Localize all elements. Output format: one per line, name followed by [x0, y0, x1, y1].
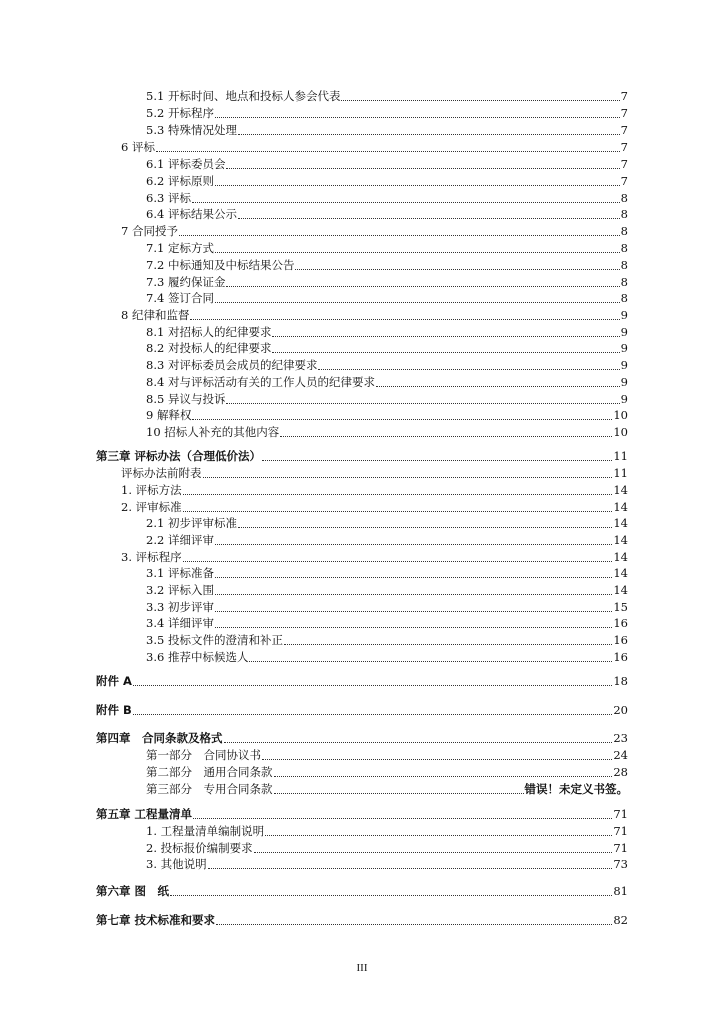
toc-entry-page: 81: [613, 884, 628, 898]
dot-leader: [190, 319, 619, 320]
toc-entry-title: 附件 B: [96, 703, 132, 717]
toc-entry-page: 8: [620, 224, 628, 238]
toc-entry-page: 9: [620, 392, 628, 406]
toc-entry[interactable]: [146, 516, 628, 530]
toc-chapter[interactable]: [96, 731, 628, 745]
dot-leader: [183, 561, 613, 562]
toc-entry-title: 2.1 初步评审标准: [146, 516, 237, 530]
toc-entry-page: 10: [613, 408, 628, 422]
toc-entry-title: 第四章 合同条款及格式: [96, 731, 223, 745]
toc-entry-page: 8: [620, 241, 628, 255]
toc-entry-page: 7: [620, 89, 628, 103]
dot-leader: [215, 252, 620, 253]
dot-leader: [156, 151, 620, 152]
toc-chapter[interactable]: [96, 884, 628, 898]
dot-leader: [280, 436, 612, 437]
toc-entry-title: 8.2 对投标人的纪律要求: [146, 341, 272, 355]
toc-entry[interactable]: [146, 207, 628, 221]
toc-entry-page: 73: [613, 857, 628, 871]
toc-entry-title: 8 纪律和监督: [121, 308, 190, 322]
toc-entry-page: 14: [613, 566, 628, 580]
toc-entry[interactable]: [146, 408, 628, 422]
toc-entry-page: 7: [620, 157, 628, 171]
dot-leader: [265, 835, 612, 836]
toc-entry-page: 16: [613, 633, 628, 647]
toc-entry[interactable]: [146, 824, 628, 838]
dot-leader: [274, 793, 524, 794]
toc-entry-page: 8: [620, 191, 628, 205]
toc-entry-title: 6.3 评标: [146, 191, 191, 205]
dot-leader: [133, 714, 613, 715]
toc-entry-title: 1. 评标方法: [121, 483, 182, 497]
toc-entry[interactable]: [146, 583, 628, 597]
toc-entry-title: 6.2 评标原则: [146, 174, 214, 188]
toc-entry-page: 16: [613, 650, 628, 664]
toc-entry[interactable]: [146, 765, 628, 779]
dot-leader: [215, 611, 612, 612]
bookmark-error-text: 错误！未定义书签。: [524, 782, 628, 796]
toc-entry-title: 7.4 签订合同: [146, 291, 214, 305]
toc-entry[interactable]: [146, 600, 628, 614]
toc-entry-page: 14: [613, 500, 628, 514]
toc-entry[interactable]: [146, 392, 628, 406]
dot-leader: [376, 386, 620, 387]
toc-appendix[interactable]: [96, 703, 628, 717]
dot-leader: [183, 511, 613, 512]
toc-entry-page: 14: [613, 550, 628, 564]
toc-entry[interactable]: [146, 616, 628, 630]
toc-entry-title: 2.2 详细评审: [146, 533, 214, 547]
toc-entry-page: 11: [613, 449, 628, 463]
toc-entry-page: 7: [620, 174, 628, 188]
toc-entry[interactable]: [146, 533, 628, 547]
toc-entry-page: 7: [620, 140, 628, 154]
dot-leader: [284, 644, 612, 645]
dot-leader: [274, 776, 613, 777]
toc-entry[interactable]: [146, 157, 628, 171]
dot-leader: [208, 868, 613, 869]
toc-entry[interactable]: [146, 291, 628, 305]
toc-entry[interactable]: [146, 841, 628, 855]
toc-entry-page: 23: [613, 731, 628, 745]
toc-entry-title: 3.6 推荐中标候选人: [146, 650, 249, 664]
toc-entry-page: 16: [613, 616, 628, 630]
toc-entry[interactable]: [146, 425, 628, 439]
toc-entry-page: 82: [613, 913, 628, 927]
toc-entry-title: 评标办法前附表: [121, 466, 202, 480]
dot-leader: [215, 594, 612, 595]
dot-leader: [238, 527, 612, 528]
toc-entry-page: 71: [613, 824, 628, 838]
dot-leader: [272, 352, 619, 353]
toc-appendix[interactable]: [96, 674, 628, 688]
dot-leader: [216, 924, 612, 925]
dot-leader: [203, 477, 613, 478]
dot-leader: [192, 419, 612, 420]
dot-leader: [238, 134, 620, 135]
toc-entry[interactable]: [146, 358, 628, 372]
toc-chapter[interactable]: [96, 807, 628, 821]
toc-entry-title: 3.1 评标准备: [146, 566, 214, 580]
toc-entry-page: 8: [620, 275, 628, 289]
toc-entry[interactable]: [121, 500, 628, 514]
toc-entry-page: 8: [620, 207, 628, 221]
toc-entry-page: 10: [613, 425, 628, 439]
dot-leader: [249, 661, 612, 662]
dot-leader: [254, 852, 613, 853]
toc-entry[interactable]: [146, 191, 628, 205]
toc-entry-page: 24: [613, 748, 628, 762]
toc-entry[interactable]: [146, 782, 628, 796]
dot-leader: [262, 759, 612, 760]
toc-entry-title: 第三部分 专用合同条款: [146, 782, 273, 796]
dot-leader: [215, 627, 612, 628]
toc-entry-title: 第七章 技术标准和要求: [96, 913, 216, 927]
toc-entry-page: 14: [613, 533, 628, 547]
toc-entry-title: 第二部分 通用合同条款: [146, 765, 273, 779]
toc-entry-page: 71: [613, 807, 628, 821]
toc-entry-title: 8.4 对与评标活动有关的工作人员的纪律要求: [146, 375, 375, 389]
toc-entry-title: 3. 其他说明: [146, 857, 207, 871]
dot-leader: [272, 336, 619, 337]
toc-entry-title: 5.1 开标时间、地点和投标人参会代表: [146, 89, 341, 103]
toc-entry-page: 9: [620, 375, 628, 389]
toc-entry-title: 第一部分 合同协议书: [146, 748, 261, 762]
toc-entry-title: 10 招标人补充的其他内容: [146, 425, 280, 439]
toc-entry-title: 附件 A: [96, 674, 132, 688]
toc-entry[interactable]: [146, 748, 628, 762]
toc-entry-title: 3.5 投标文件的澄清和补正: [146, 633, 283, 647]
toc-entry-title: 第三章 评标办法（合理低价法）: [96, 449, 262, 463]
toc-entry[interactable]: [146, 325, 628, 339]
dot-leader: [215, 117, 620, 118]
toc-entry[interactable]: [121, 466, 628, 480]
toc-entry[interactable]: [146, 241, 628, 255]
toc-entry-page: 11: [613, 466, 628, 480]
toc-entry-title: 9 解释权: [146, 408, 192, 422]
toc-entry-page: 9: [620, 308, 628, 322]
toc-entry-page: 8: [620, 291, 628, 305]
toc-entry[interactable]: [121, 550, 628, 564]
toc-entry[interactable]: [146, 123, 628, 137]
toc-entry-page: 18: [613, 674, 628, 688]
toc-entry-title: 8.3 对评标委员会成员的纪律要求: [146, 358, 318, 372]
toc-entry[interactable]: [121, 224, 628, 238]
toc-entry-title: 5.2 开标程序: [146, 106, 214, 120]
toc-entry-title: 5.3 特殊情况处理: [146, 123, 237, 137]
toc-entry-title: 7.3 履约保证金: [146, 275, 226, 289]
toc-entry-title: 7.2 中标通知及中标结果公告: [146, 258, 295, 272]
toc-entry[interactable]: [146, 857, 628, 871]
dot-leader: [193, 818, 612, 819]
toc-entry[interactable]: [146, 375, 628, 389]
toc-entry-page: 7: [620, 106, 628, 120]
toc-entry[interactable]: [121, 308, 628, 322]
toc-entry-page: 9: [620, 358, 628, 372]
toc-entry[interactable]: [146, 106, 628, 120]
toc-entry-title: 8.5 异议与投诉: [146, 392, 226, 406]
toc-entry[interactable]: [121, 483, 628, 497]
dot-leader: [238, 218, 620, 219]
dot-leader: [341, 100, 619, 101]
toc-entry-title: 8.1 对招标人的纪律要求: [146, 325, 272, 339]
toc-entry-page: 8: [620, 258, 628, 272]
dot-leader: [224, 742, 613, 743]
toc-entry-page: 14: [613, 583, 628, 597]
toc-entry[interactable]: [146, 89, 628, 103]
toc-entry[interactable]: [146, 650, 628, 664]
toc-entry-title: 3. 评标程序: [121, 550, 182, 564]
toc-entry-title: 6.1 评标委员会: [146, 157, 226, 171]
toc-entry-title: 6.4 评标结果公示: [146, 207, 237, 221]
dot-leader: [179, 235, 620, 236]
toc-entry[interactable]: [146, 174, 628, 188]
toc-entry[interactable]: [146, 633, 628, 647]
dot-leader: [183, 494, 613, 495]
toc-entry-title: 3.2 评标入围: [146, 583, 214, 597]
toc-entry-title: 3.4 详细评审: [146, 616, 214, 630]
toc-chapter[interactable]: [96, 449, 628, 463]
toc-entry-title: 7.1 定标方式: [146, 241, 214, 255]
toc-entry-page: 14: [613, 516, 628, 530]
toc-entry-title: 3.3 初步评审: [146, 600, 214, 614]
toc-entry-title: 1. 工程量清单编制说明: [146, 824, 265, 838]
dot-leader: [170, 895, 612, 896]
dot-leader: [318, 369, 619, 370]
dot-leader: [262, 460, 612, 461]
toc-entry-page: 71: [613, 841, 628, 855]
toc-entry-title: 2. 评审标准: [121, 500, 182, 514]
toc-entry-title: 第五章 工程量清单: [96, 807, 193, 821]
dot-leader: [226, 168, 619, 169]
dot-leader: [226, 286, 619, 287]
toc-entry-title: 第六章 图 纸: [96, 884, 170, 898]
toc-entry-page: 14: [613, 483, 628, 497]
dot-leader: [226, 403, 619, 404]
toc-entry-page: 20: [613, 703, 628, 717]
toc-entry-page: 7: [620, 123, 628, 137]
page-number: III: [356, 962, 368, 974]
toc-entry-page: 9: [620, 325, 628, 339]
toc-chapter[interactable]: [96, 913, 628, 927]
toc-entry-title: 7 合同授予: [121, 224, 178, 238]
dot-leader: [192, 202, 620, 203]
toc-entry[interactable]: [146, 258, 628, 272]
dot-leader: [133, 685, 612, 686]
dot-leader: [215, 302, 620, 303]
toc-entry-page: 9: [620, 341, 628, 355]
toc-entry[interactable]: [121, 140, 628, 154]
toc-entry-title: 6 评标: [121, 140, 155, 154]
toc-entry[interactable]: [146, 341, 628, 355]
toc-entry[interactable]: [146, 566, 628, 580]
dot-leader: [215, 577, 612, 578]
toc-entry-page: 28: [613, 765, 628, 779]
dot-leader: [215, 185, 620, 186]
dot-leader: [295, 269, 619, 270]
toc-entry-page: 15: [613, 600, 628, 614]
dot-leader: [215, 544, 612, 545]
toc-entry-title: 2. 投标报价编制要求: [146, 841, 253, 855]
toc-entry[interactable]: [146, 275, 628, 289]
